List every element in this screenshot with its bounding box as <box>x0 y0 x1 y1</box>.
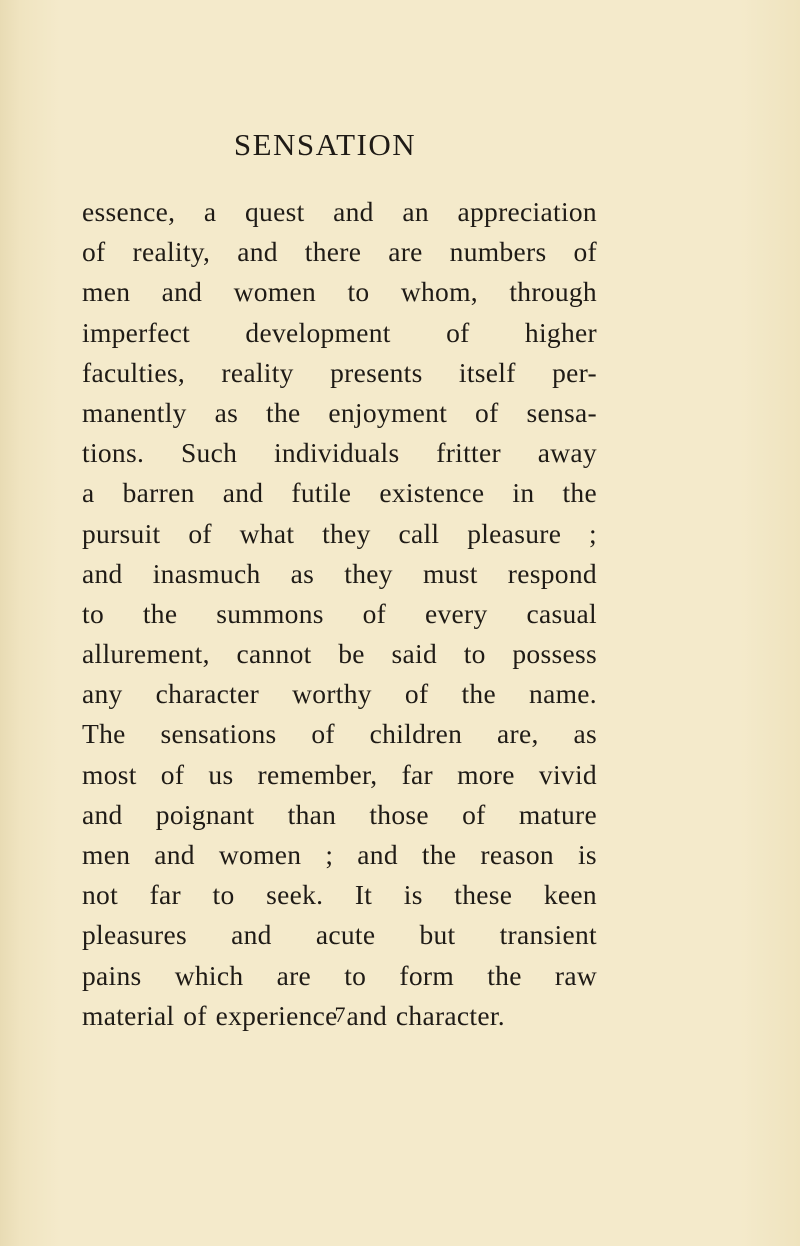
word: poignant <box>155 798 255 830</box>
word: existence <box>379 477 485 509</box>
word: ; <box>589 517 597 549</box>
word: than <box>287 798 337 830</box>
word: to <box>344 959 367 991</box>
word: cannot <box>236 638 312 670</box>
word: every <box>425 597 488 629</box>
word: worthy <box>292 678 372 710</box>
text-line <box>82 835 597 875</box>
text-line <box>82 353 597 393</box>
word: and <box>82 798 123 830</box>
word: a <box>82 477 95 509</box>
word: per- <box>552 356 597 388</box>
word: character <box>155 678 260 710</box>
word: itself <box>458 356 516 388</box>
word: men <box>82 839 131 870</box>
word: far <box>149 879 181 911</box>
word: and <box>82 557 123 589</box>
word: faculties, <box>82 356 186 388</box>
word: higher <box>524 316 597 348</box>
word: to <box>212 879 235 911</box>
word: It <box>354 879 373 911</box>
word: summons <box>216 597 324 629</box>
word: pleasures <box>82 919 188 951</box>
text-line <box>82 674 597 714</box>
word: inasmuch <box>152 557 261 589</box>
word: are <box>276 959 312 991</box>
word: experience <box>215 999 338 1031</box>
word: to <box>347 276 370 308</box>
word: presents <box>330 356 423 388</box>
word: tions. <box>82 437 145 469</box>
text-line <box>82 634 597 674</box>
word: the <box>142 597 178 629</box>
word: of <box>475 396 499 428</box>
word: a <box>203 196 217 227</box>
text-line <box>82 272 597 312</box>
text-line <box>82 875 597 915</box>
word: the <box>562 477 597 509</box>
text-line <box>82 393 597 433</box>
text-line <box>82 795 597 835</box>
text-line <box>82 594 597 634</box>
word: reality, <box>132 236 211 268</box>
word: they <box>344 557 393 589</box>
word: of <box>188 517 212 549</box>
word: to <box>463 638 486 670</box>
word: they <box>322 517 371 549</box>
word: transient <box>499 919 597 951</box>
word: and <box>154 839 195 870</box>
text-line <box>82 755 597 795</box>
word: fritter <box>436 437 501 469</box>
word: and <box>346 999 388 1031</box>
text-line <box>82 433 597 473</box>
word: keen <box>543 879 597 911</box>
word: quest <box>244 196 305 227</box>
word: any <box>82 678 123 710</box>
word: through <box>509 276 597 308</box>
running-head: SENSATION <box>233 127 417 162</box>
word: women <box>218 839 302 870</box>
word: but <box>419 919 456 951</box>
word: of <box>160 758 185 790</box>
word: mature <box>518 798 597 830</box>
word: reality <box>221 356 294 388</box>
word: and <box>161 276 203 308</box>
word: is <box>403 879 423 911</box>
word: reason <box>480 839 554 870</box>
word: character. <box>395 999 505 1031</box>
word: individuals <box>273 437 400 469</box>
word: call <box>398 517 440 549</box>
word: and <box>231 919 272 951</box>
word: of <box>82 236 106 268</box>
word: most <box>82 758 137 790</box>
word: the <box>421 839 457 870</box>
word: and <box>333 196 374 227</box>
text-line <box>82 554 597 594</box>
word: vivid <box>538 758 597 790</box>
word: sensations <box>160 718 277 750</box>
word: Such <box>180 437 238 469</box>
word: there <box>304 236 362 268</box>
word: development <box>245 316 391 348</box>
word: as <box>290 557 315 589</box>
word: barren <box>122 477 195 509</box>
text-line <box>82 473 597 513</box>
text-line <box>82 915 597 955</box>
word: remember, <box>257 758 378 790</box>
word: an <box>402 196 429 227</box>
word: form <box>399 959 455 991</box>
text-line <box>82 232 597 272</box>
word: those <box>369 798 429 830</box>
word: pleasure <box>467 517 562 549</box>
word: these <box>454 879 513 911</box>
word: children <box>369 718 463 750</box>
word: said <box>391 638 437 670</box>
page-number: 7 <box>334 1002 346 1027</box>
word: The <box>82 718 126 750</box>
word: the <box>461 678 496 710</box>
word: in <box>512 477 535 509</box>
body-text <box>82 192 597 1036</box>
word: seek. <box>266 879 324 911</box>
word: as <box>573 718 597 750</box>
word: numbers <box>449 236 547 268</box>
word: pains <box>82 959 142 991</box>
word: sensa- <box>526 396 597 428</box>
word: raw <box>554 959 597 991</box>
word: imperfect <box>82 316 191 348</box>
word: the <box>266 396 301 428</box>
word: and <box>237 236 278 268</box>
word: must <box>422 557 478 589</box>
word: of <box>462 798 486 830</box>
word: the <box>487 959 522 991</box>
text-line <box>82 956 597 996</box>
word: futile <box>291 477 352 509</box>
word: of <box>573 236 597 268</box>
word: material <box>82 999 175 1031</box>
word: away <box>537 437 597 469</box>
word: be <box>338 638 365 670</box>
word: name. <box>529 678 597 710</box>
text-line <box>82 313 597 353</box>
word: casual <box>526 597 597 629</box>
word: more <box>457 758 515 790</box>
word: enjoyment <box>328 396 448 428</box>
word: acute <box>315 919 376 951</box>
word: is <box>577 839 597 870</box>
word: ; <box>325 839 334 870</box>
word: women <box>233 276 317 308</box>
word: manently <box>82 396 187 428</box>
word: what <box>239 517 295 549</box>
word: are <box>388 236 423 268</box>
word: of <box>446 316 470 348</box>
word: us <box>208 758 234 790</box>
word: and <box>222 477 264 509</box>
text-line <box>82 192 597 232</box>
word: are, <box>496 718 539 750</box>
word: respond <box>507 557 597 589</box>
word: pursuit <box>82 517 161 549</box>
word: of <box>311 718 335 750</box>
word: to <box>82 597 104 629</box>
text-line <box>82 714 597 754</box>
word: far <box>401 758 433 790</box>
word: allurement, <box>82 638 210 670</box>
word: as <box>214 396 239 428</box>
word: of <box>404 678 429 710</box>
word: which <box>174 959 244 991</box>
word: essence, <box>82 196 176 227</box>
word: of <box>362 597 387 629</box>
text-line <box>82 514 597 554</box>
word: men <box>82 276 131 308</box>
word: and <box>357 839 398 870</box>
word: whom, <box>400 276 478 308</box>
word: possess <box>512 638 597 670</box>
word: not <box>82 879 119 911</box>
word: appreciation <box>457 196 597 227</box>
word: of <box>183 999 207 1031</box>
